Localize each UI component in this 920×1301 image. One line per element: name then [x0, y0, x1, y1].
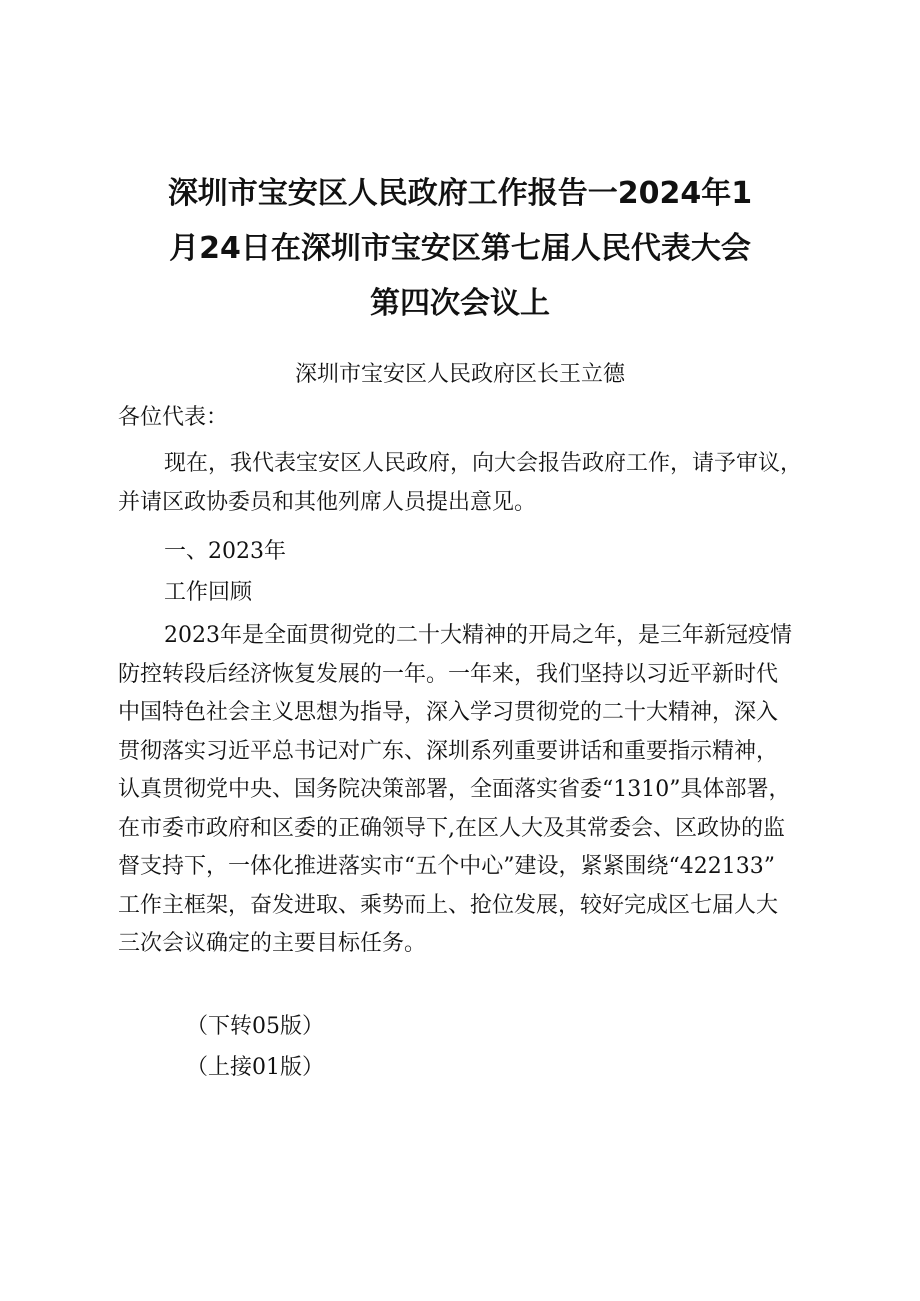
- continued-to-note: （下转05版）: [186, 1014, 324, 1039]
- salutation: 各位代表：: [118, 405, 229, 430]
- paragraph-intro: [118, 445, 818, 522]
- document-title: [110, 166, 810, 331]
- continued-from-note: （上接01版）: [186, 1055, 324, 1080]
- title-line-3: 第四次会议上: [370, 286, 550, 321]
- paragraph-line: 贯彻落实习近平总书记对广东、深圳系列重要讲话和重要指示精神，: [118, 738, 779, 764]
- section-heading: 一、2023年: [164, 539, 286, 564]
- paragraph-line: 2023年是全面贯彻党的二十大精神的开局之年，是三年新冠疫情: [164, 623, 792, 648]
- title-line-1: 深圳市宝安区人民政府工作报告一2024年1: [167, 176, 753, 211]
- paragraph-line: 中国特色社会主义思想为指导，深入学习贯彻党的二十大精神，深入: [118, 700, 779, 725]
- paragraph-line: 并请区政协委员和其他列席人员提出意见。: [118, 489, 537, 515]
- paragraph-line: 防控转段后经济恢复发展的一年。一年来，我们坚持以习近平新时代: [118, 661, 779, 687]
- title-line-2: 月24日在深圳市宝安区第七届人民代表大会: [169, 231, 751, 266]
- paragraph-line: 在市委市政府和区委的正确领导下,在区人大及其常委会、区政协的监: [118, 815, 785, 841]
- section-subheading: 工作回顾: [164, 580, 253, 605]
- paragraph-review: [118, 617, 818, 964]
- paragraph-line: 现在，我代表宝安区人民政府，向大会报告政府工作，请予审议，: [164, 451, 803, 476]
- paragraph-line: 督支持下，一体化推进落实市“五个中心”建设，紧紧围绕“422133”: [118, 854, 775, 879]
- paragraph-line: 三次会议确定的主要目标任务。: [118, 931, 427, 956]
- author-line: 深圳市宝安区人民政府区长王立德: [294, 362, 625, 387]
- paragraph-line: 工作主框架，奋发进取、乘势而上、抢位发展，较好完成区七届人大: [118, 892, 779, 918]
- paragraph-line: 认真贯彻党中央、国务院决策部署，全面落实省委“1310”具体部署，: [118, 777, 791, 802]
